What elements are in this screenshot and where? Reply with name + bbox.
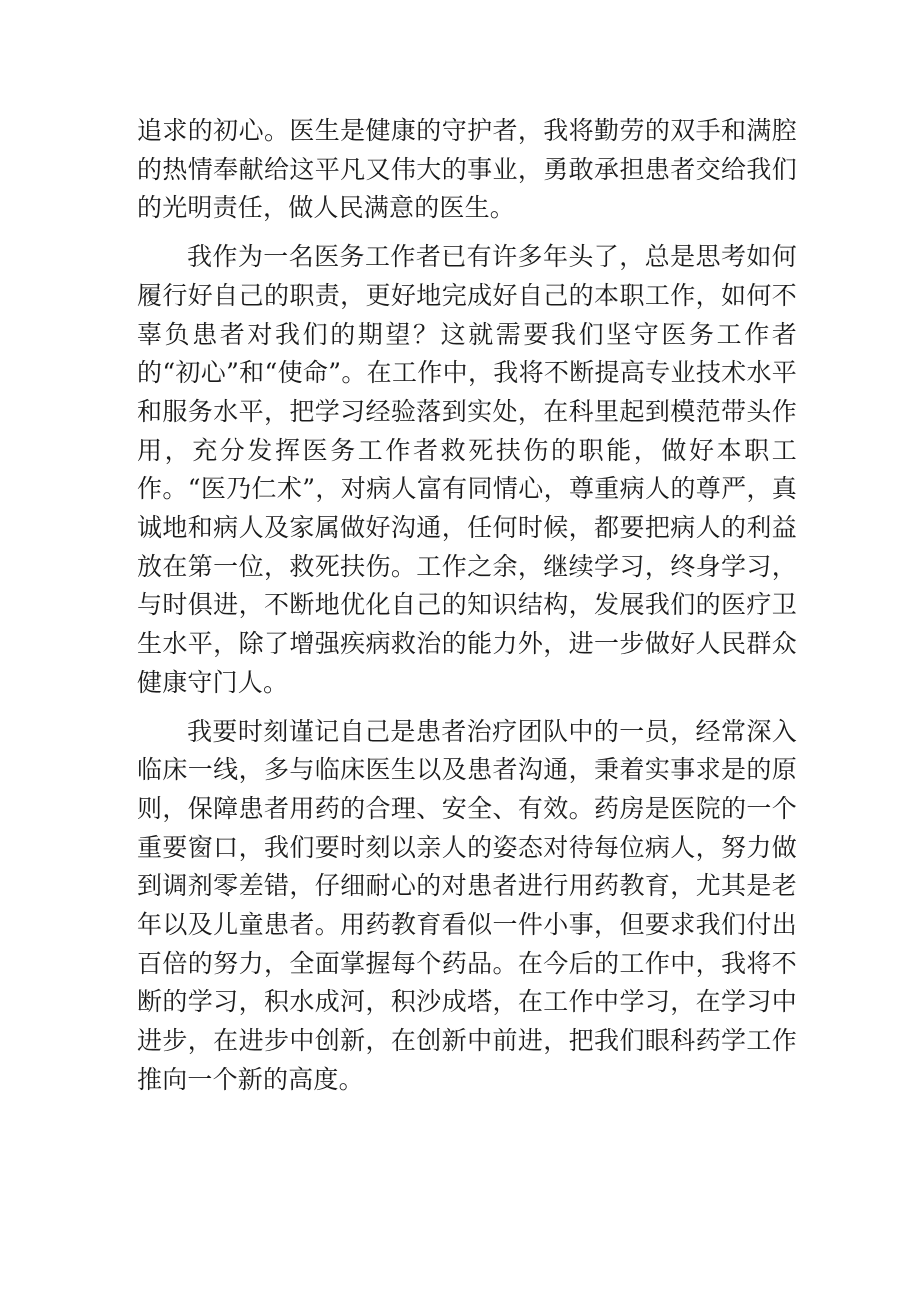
paragraph-pharmacy: 我要时刻谨记自己是患者治疗团队中的一员，经常深入临床一线，多与临床医生以及患者沟通，秉着实事求是的原则，保障患者用药的合理、安全、有效。药房是医院的一个重要窗口，我们要时刻以亲人的姿态对待每位病人，努力做到调剂零差错，仔细耐心的对患者进行用药教育，尤其是老年以及儿童患者。用药教育看似一件小事，但要求我们付出百倍的努力，全面掌握每个药品。在今后的工作中，我将不断的学习，积水成河，积沙成塔，在工作中学习，在学习中进步，在进步中创新，在创新中前进，把我们眼科药学工作推向一个新的高度。 [137,716,797,1094]
paragraph-continuation: 追求的初心。医生是健康的守护者，我将勤劳的双手和满腔的热情奉献给这平凡又伟大的事业，勇敢承担患者交给我们的光明责任，做人民满意的医生。 [137,116,797,223]
document-body [137,112,797,1110]
paragraph-duties: 我作为一名医务工作者已有许多年头了，总是思考如何履行好自己的职责，更好地完成好自己的本职工作，如何不辜负患者对我们的期望？这就需要我们坚守医务工作者的“初心”和“使命”。在工作中，我将不断提高专业技术水平和服务水平，把学习经验落到实处，在科里起到模范带头作用，充分发挥医务工作者救死扶伤的职能，做好本职工作。“医乃仁术”，对病人富有同情心，尊重病人的尊严，真诚地和病人及家属做好沟通，任何时候，都要把病人的利益放在第一位，救死扶伤。工作之余，继续学习，终身学习，与时俱进，不断地优化自己的知识结构，发展我们的医疗卫生水平，除了增强疾病救治的能力外，进一步做好人民群众健康守门人。 [137,242,797,697]
